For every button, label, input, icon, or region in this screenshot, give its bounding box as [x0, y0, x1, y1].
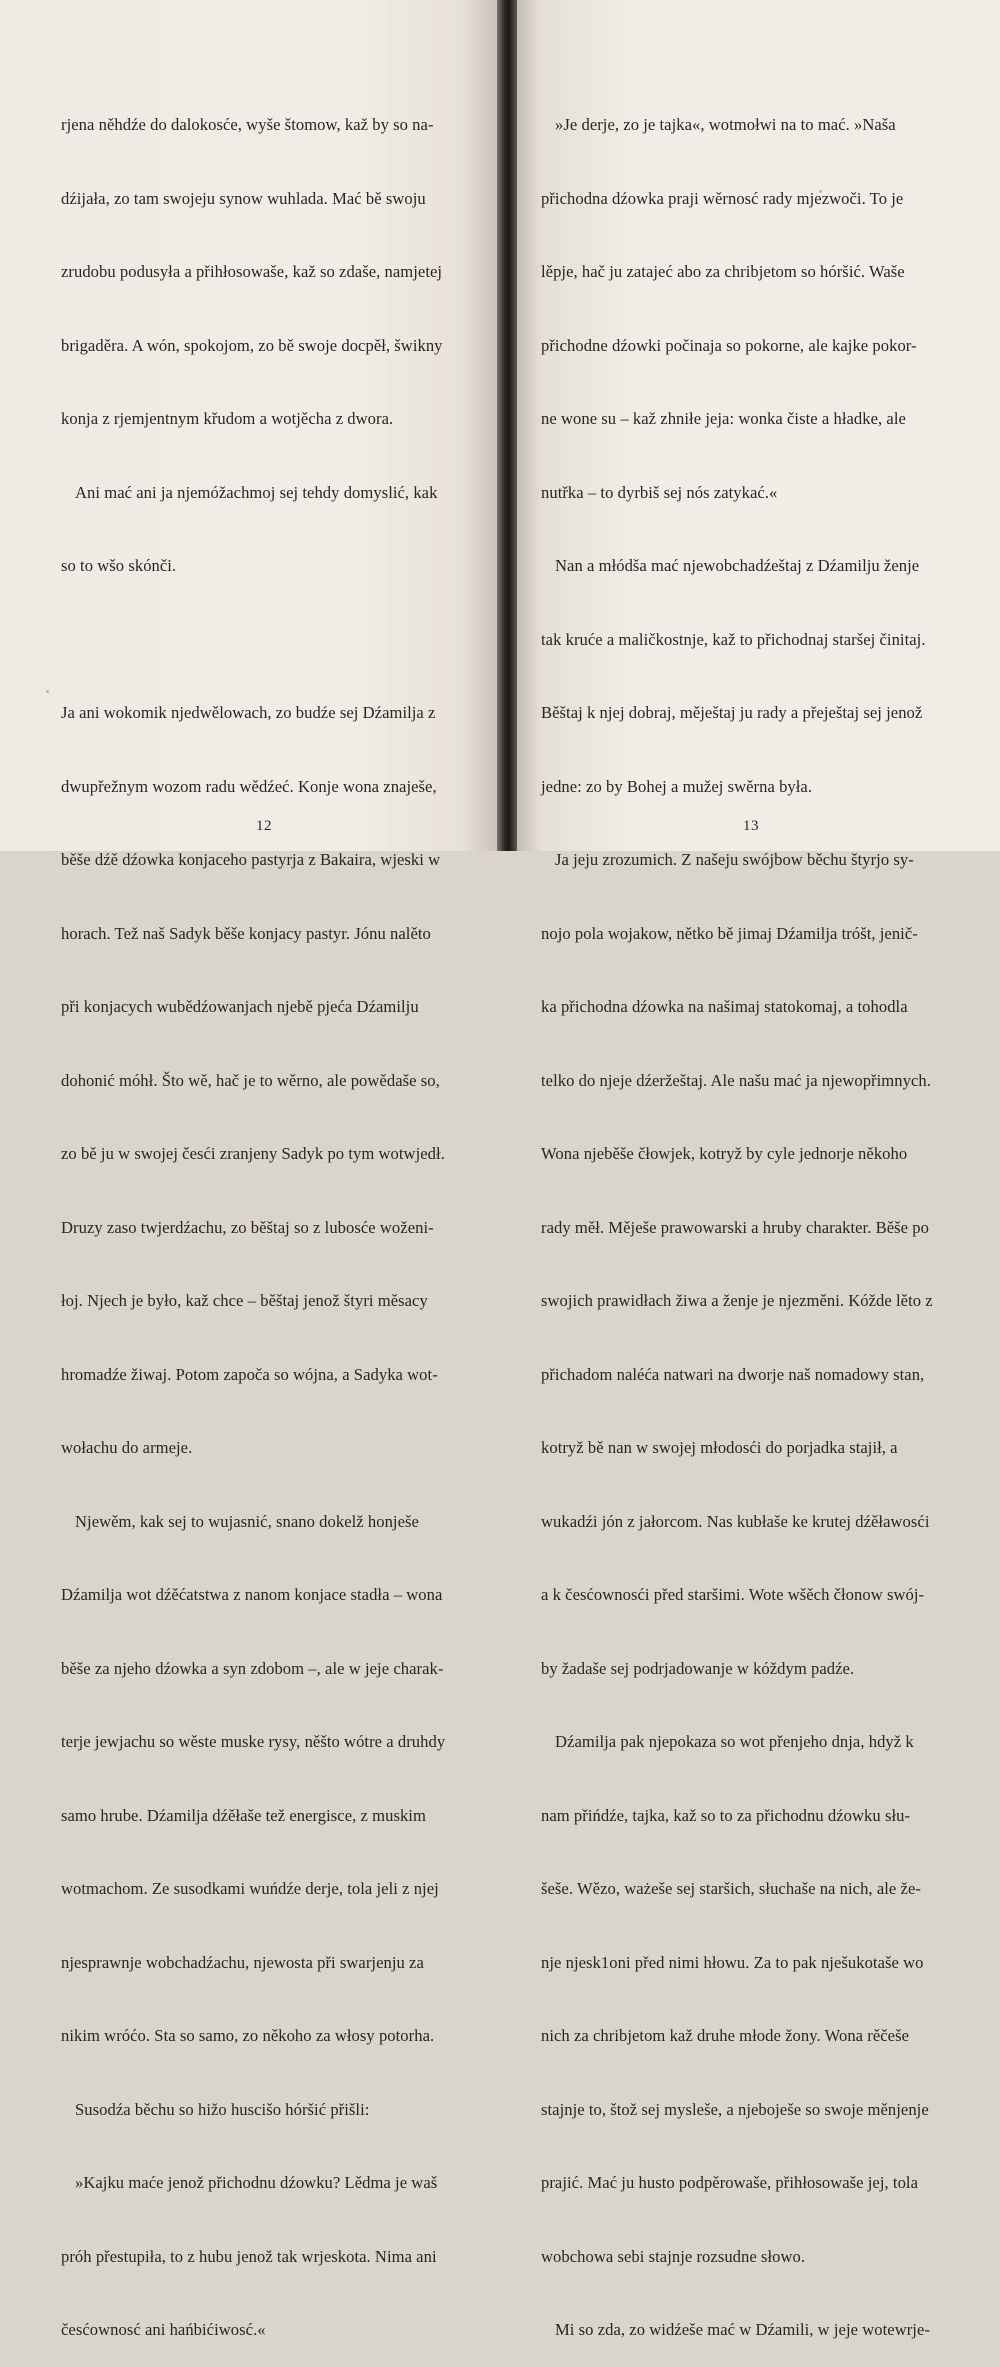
text-line: wotmachom. Ze susodkami wuńdźe derje, tola jeli z njej	[61, 1879, 439, 1898]
text-line: Ja ani wokomik njedwělowach, zo budźe sej Dźamilja z	[61, 703, 436, 722]
text-line: a k česćownosći před staršimi. Wote wšěch čłonow swój-	[541, 1585, 925, 1604]
text-line: Susodźa běchu so hižo huscišo hóršić přišli:	[75, 2099, 370, 2119]
text-line: swojich prawidłach žiwa a ženje je njezměni. Kóžde lěto z	[541, 1291, 933, 1310]
text-line: česćownosć ani hańbićiwosć.«	[61, 2320, 266, 2339]
text-line: nikim wróćo. Sta so samo, zo někoho za włosy potorha.	[61, 2026, 435, 2045]
text-line: dźijała, zo tam swojeju synow wuhlada. Mać bě swoju	[61, 188, 426, 208]
text-line: Ani mać ani ja njemóžachmoj sej tehdy domyslić, kak	[75, 482, 438, 502]
text-line: by žadaše sej podrjadowanje w kóždym padźe.	[541, 1658, 855, 1678]
text-line: dwupřežnym wozom radu wědźeć. Konje wona znaješe,	[61, 776, 437, 796]
text-line: Běštaj k njej dobraj, měještaj ju rady a přeještaj sej jenož	[541, 703, 923, 722]
text-line: zrudobu podusyła a přihłosowaše, kaž so zdaše, namjetej	[61, 262, 443, 281]
text-line: tak kruće a maličkostnje, kaž to přichodnaj staršej činitaj.	[541, 629, 926, 649]
text-line: Dźamilja pak njepokaza so wot přenjeho dnja, hdyž k	[555, 1732, 914, 1751]
text-line: Njewěm, kak sej to wujasnić, snano dokelž honješe	[75, 1511, 419, 1531]
text-line: telko do njeje dźeržeštaj. Ale našu mać ja njewopřimnych.	[541, 1070, 931, 1090]
text-line: wukadźi jón z jałorcom. Nas kubłaše ke krutej dźěławosći	[541, 1511, 930, 1531]
text-line: běše za njeho dźowka a syn zdobom –, ale w jeje charak-	[61, 1658, 444, 1678]
text-line: Mi so zda, zo widźeše mać w Dźamili, w jeje wotewrje-	[555, 2320, 930, 2339]
text-line: Ja jeju zrozumich. Z našeju swójbow běchu štyrjo sy-	[555, 850, 914, 869]
text-line: přichodna dźowka praji wěrnosć rady mjezwoči. To je	[541, 188, 904, 208]
text-line: nje njesk1oni před nimi hłowu. Za to pak nješukotaše wo	[541, 1952, 924, 1972]
text-line: jedne: zo by Bohej a mužej swěrna była.	[541, 776, 813, 796]
text-line: samo hrube. Dźamilja dźěłaše tež energisce, z muskim	[61, 1805, 426, 1825]
text-line: prajić. Mać ju husto podpěrowaše, přihłosowaše jej, tola	[541, 2173, 918, 2192]
text-line: nutřka – to dyrbiš sej nós zatykać.«	[541, 482, 778, 502]
text-line: lěpje, hač ju zatajeć abo za chribjetom so hóršić. Waše	[541, 262, 905, 281]
text-line: šeše. Wězo, ważeše sej staršich, słuchaše na nich, ale že-	[541, 1879, 921, 1898]
page-number-right: 13	[743, 818, 759, 834]
page-number-left: 12	[256, 818, 272, 834]
text-line: hromadźe žiwaj. Potom započa so wójna, a Sadyka wot-	[61, 1364, 438, 1384]
text-line: ka přichodna dźowka na našimaj statokomaj, a tohodla	[541, 997, 908, 1016]
text-line: horach. Tež naš Sadyk běše konjacy pastyr. Jónu nalěto	[61, 923, 431, 943]
text-line: wobchowa sebi stajnje rozsudne słowo.	[541, 2246, 806, 2266]
text-line: ne wone su – kaž zhniłe jeja: wonka čiste a hładke, ale	[541, 409, 906, 428]
text-line: při konjacych wubědźowanjach njebě pjeća Dźamilju	[61, 997, 419, 1016]
text-line: »Kajku maće jenož přichodnu dźowku? Lědma je waš	[75, 2173, 438, 2192]
text-line: konja z rjemjentnym křudom a wotjěcha z dwora.	[61, 409, 394, 428]
text-line: rjena něhdźe do dalokosće, wyše štomow, kaž by so na-	[61, 115, 434, 134]
text-line: próh přestupiła, to z hubu jenož tak wrjeskota. Nima ani	[61, 2246, 437, 2266]
text-line: dohonić móhł. Što wě, hač je to wěrno, ale powědaše so,	[61, 1070, 440, 1090]
paper-speck	[46, 690, 49, 693]
book-gutter	[497, 0, 517, 851]
text-line: wołachu do armeje.	[61, 1438, 193, 1457]
text-line: nich za chribjetom kaž druhe młode žony. Wona rěčeše	[541, 2026, 910, 2045]
text-line: zo bě ju w swojej česći zranjeny Sadyk po tym wotwjedł.	[61, 1144, 445, 1163]
text-line: Dźamilja wot dźěćatstwa z nanom konjace stadła – wona	[61, 1585, 443, 1604]
text-line: rady měł. Měješe prawowarski a hruby charakter. Běše po	[541, 1217, 929, 1237]
text-line: běše dźě dźowka konjaceho pastyrja z Bakaira, wjeski w	[61, 850, 441, 869]
text-line: »Je derje, zo je tajka«, wotmołwi na to mać. »Naša	[555, 115, 896, 134]
text-line: terje jewjachu so wěste muske rysy, něšto wótre a druhdy	[61, 1732, 446, 1751]
text-line: łoj. Njech je było, kaž chce – běštaj jenož štyri měsacy	[61, 1291, 428, 1310]
text-line: nojo pola wojakow, nětko bě jimaj Dźamilja tróšt, jenič-	[541, 923, 918, 943]
text-line: přichodne dźowki počinaja so pokorne, ale kajke pokor-	[541, 335, 917, 355]
text-line: brigaděra. A wón, spokojom, zo bě swoje docpěł, šwikny	[61, 335, 443, 355]
section-break	[61, 628, 445, 653]
text-line: přichadom naléća natwari na dworje naš nomadowy stan,	[541, 1364, 925, 1384]
text-line: stajnje to, štož sej mysleše, a njeboješe so swoje měnjenje	[541, 2099, 929, 2119]
text-line: so to wšo skónči.	[61, 556, 177, 575]
text-line: Nan a młódša mać njewobchadźeštaj z Dźamilju ženje	[555, 556, 920, 575]
text-line: njesprawnje wobchadźachu, njewosta při swarjenju za	[61, 1952, 424, 1972]
text-line: Druzy zaso twjerdźachu, zo běštaj so z lubosće woženi-	[61, 1217, 434, 1237]
right-page-text	[541, 64, 933, 2367]
text-line: nam přińdźe, tajka, kaž so to za přichodnu dźowku słu-	[541, 1805, 911, 1825]
text-line: Wona njeběše čłowjek, kotryž by cyle jednorje někoho	[541, 1144, 908, 1163]
left-page-text	[61, 64, 445, 2367]
text-line: kotryž bě nan w swojej młodosći do porjadka stajił, a	[541, 1438, 898, 1457]
